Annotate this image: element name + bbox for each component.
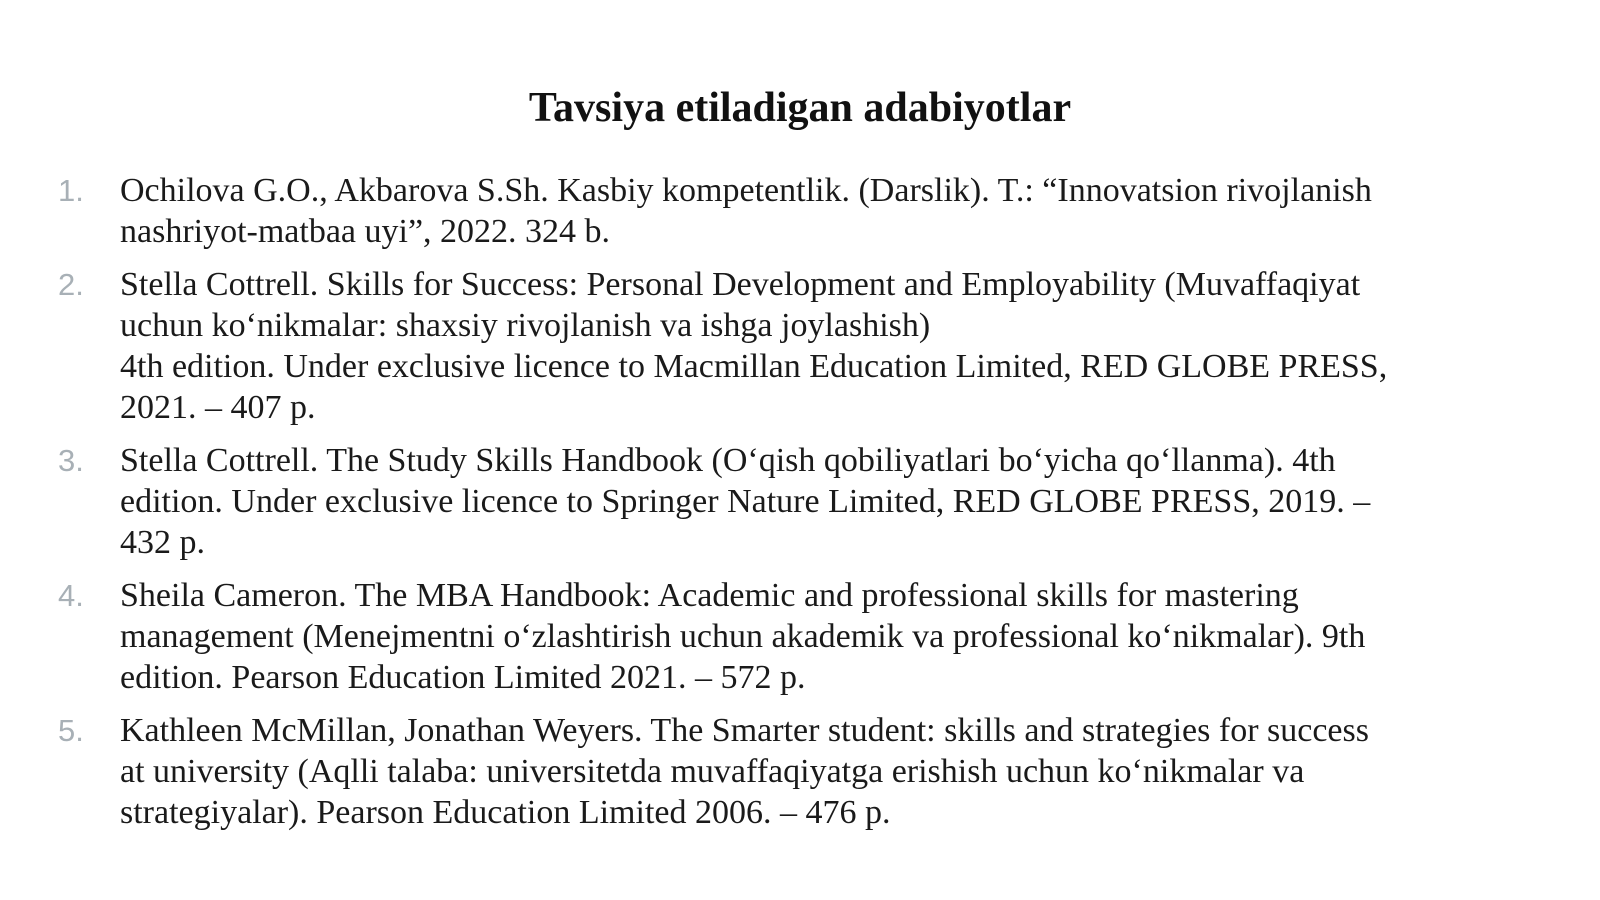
reference-text-line: nashriyot-matbaa uyi”, 2022. 324 b. xyxy=(120,213,611,250)
reference-number: 5. xyxy=(58,713,84,748)
reference-list xyxy=(58,170,1558,845)
reference-text-line: Kathleen McMillan, Jonathan Weyers. The Smarter student: skills and strategies for success xyxy=(120,712,1369,749)
reference-text-line: Stella Cottrell. The Study Skills Handbook (O‘qish qobiliyatlari bo‘yicha qo‘llanma). 4th xyxy=(120,442,1336,479)
reference-number: 1. xyxy=(58,173,84,208)
reference-item xyxy=(58,170,1558,252)
reference-text-line: 432 p. xyxy=(120,524,205,561)
slide-title: Tavsiya etiladigan adabiyotlar xyxy=(528,85,1072,131)
reference-text-line: 2021. – 407 p. xyxy=(120,389,316,426)
reference-text-line: edition. Pearson Education Limited 2021. – 572 p. xyxy=(120,659,806,696)
reference-text-line: at university (Aqlli talaba: universitetda muvaffaqiyatga erishish uchun ko‘nikmalar va xyxy=(120,753,1305,790)
reference-number: 4. xyxy=(58,578,84,613)
reference-text-line: strategiyalar). Pearson Education Limited 2006. – 476 p. xyxy=(120,794,891,831)
reference-item xyxy=(58,575,1558,698)
reference-text-line: Stella Cottrell. Skills for Success: Personal Development and Employability (Muvaffaqiyat xyxy=(120,266,1361,303)
reference-number: 3. xyxy=(58,443,84,478)
reference-text-line: uchun ko‘nikmalar: shaxsiy rivojlanish va ishga joylashish) xyxy=(120,307,931,344)
reference-text-line: Ochilova G.O., Akbarova S.Sh. Kasbiy kompetentlik. (Darslik). T.: “Innovatsion rivojlanish xyxy=(120,172,1372,209)
reference-item xyxy=(58,264,1558,428)
reference-number: 2. xyxy=(58,267,84,302)
reference-text-line: Sheila Cameron. The MBA Handbook: Academic and professional skills for mastering xyxy=(120,577,1299,614)
reference-text-line: edition. Under exclusive licence to Springer Nature Limited, RED GLOBE PRESS, 2019. – xyxy=(120,483,1371,520)
reference-item xyxy=(58,440,1558,563)
reference-text-line: 4th edition. Under exclusive licence to Macmillan Education Limited, RED GLOBE PRESS, xyxy=(120,348,1388,385)
reference-item xyxy=(58,710,1558,833)
reference-text-line: management (Menejmentni o‘zlashtirish uchun akademik va professional ko‘nikmalar). 9th xyxy=(120,618,1366,655)
